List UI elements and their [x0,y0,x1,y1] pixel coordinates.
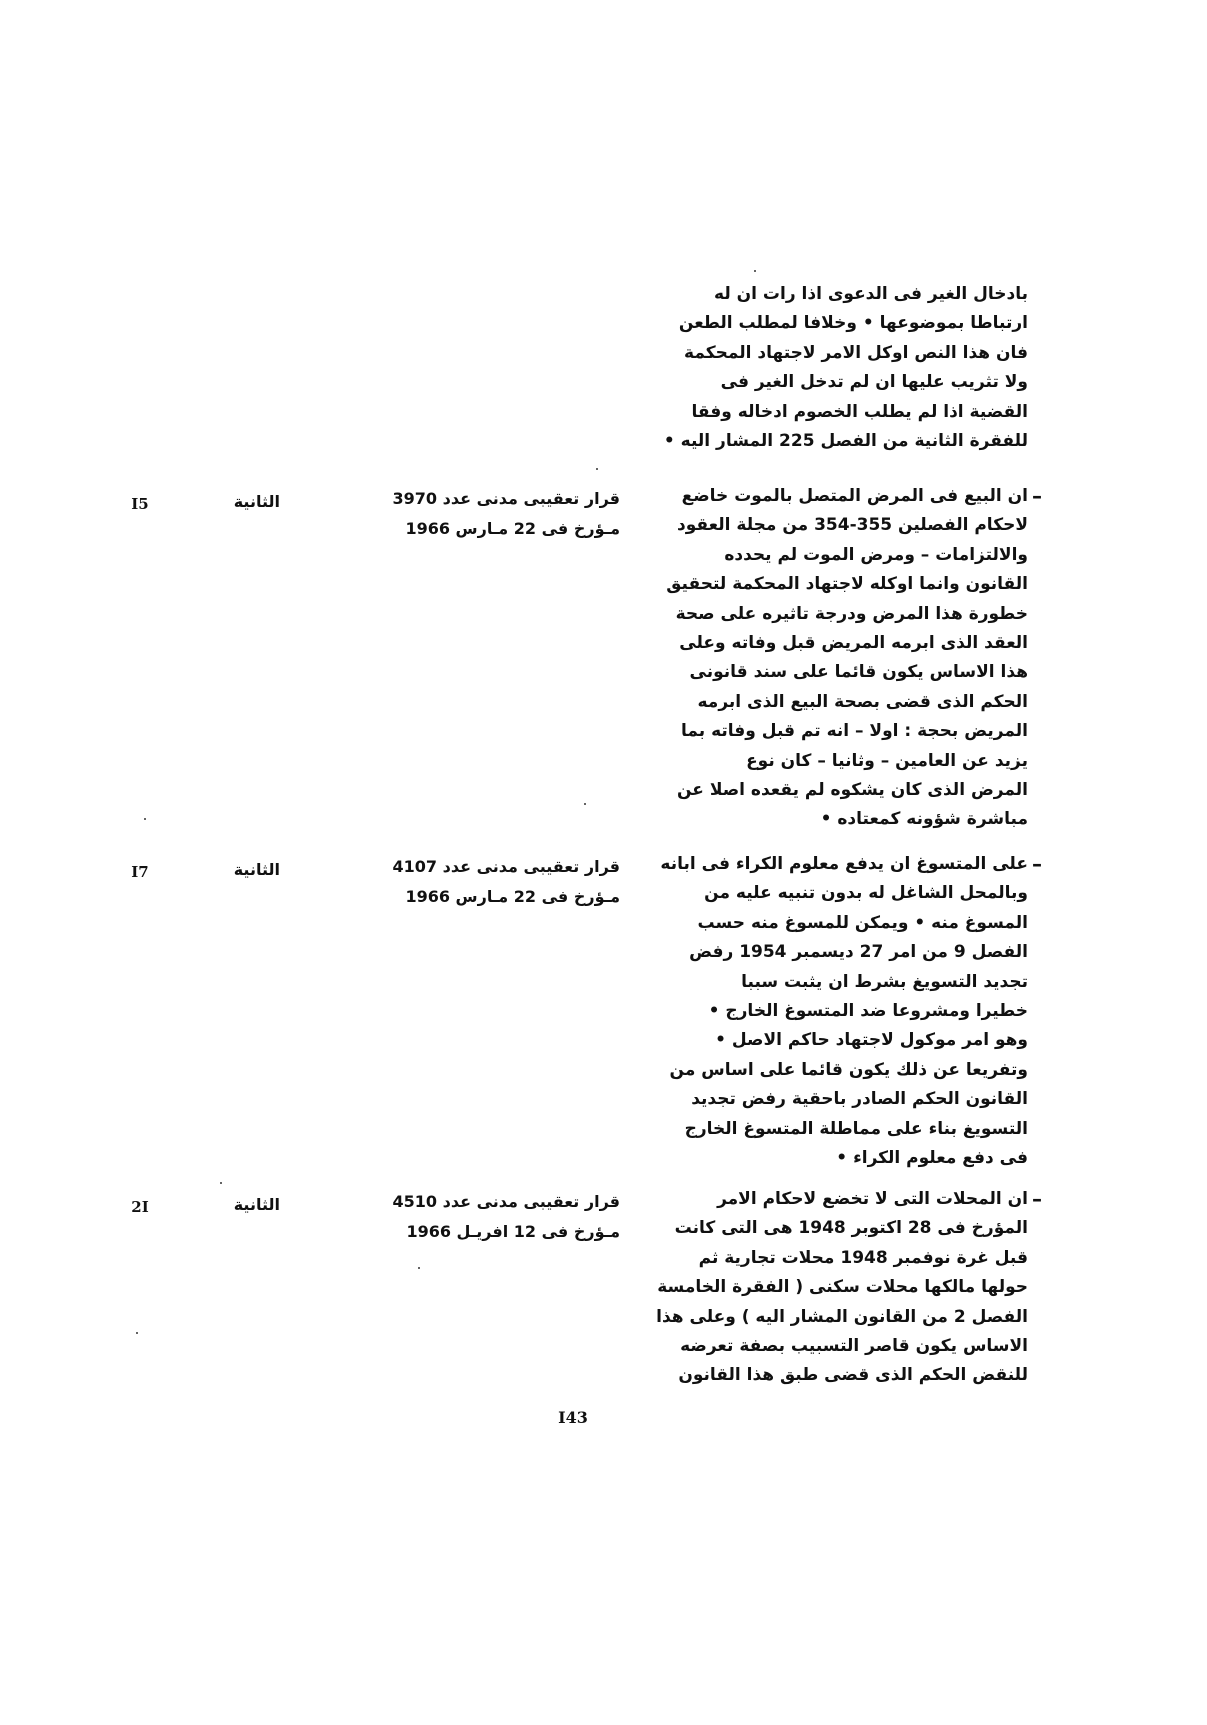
text-line: هذا الاساس يكون قائما على سند قانونى [689,662,1028,683]
text-line: القانون الحكم الصادر باحقية رفض تجديد [691,1089,1028,1110]
text-line: الاساس يكون قاصر التسبيب بصفة تعرضه [680,1335,1028,1356]
scan-speck [596,468,598,470]
scan-speck [144,818,146,820]
text-line: القانون وانما اوكله لاجتهاد المحكمة لتحقيق [666,574,1028,595]
ruling-number-line: قرار تعقيبى مدنى عدد 4107 [392,857,620,876]
text-line: يزيد عن العامين – وثانيا – كان نوع [746,750,1028,771]
text-line: للنقض الحكم الذى قضى طبق هذا القانون [678,1365,1028,1386]
entry-summary [656,1185,1028,1391]
text-line: المريض بحجة : اولا – انه تم قبل وفاته بما [681,721,1028,742]
scan-speck [136,1332,138,1334]
text-line: فان هذا النص اوكل الامر لاجتهاد المحكمة [684,342,1028,363]
text-line: والالتزامات – ومرض الموت لم يحدده [724,544,1028,565]
entry-number: I5 [131,495,149,513]
continuation-paragraph [663,280,1028,456]
entry-dash: – [1032,1187,1042,1211]
text-line: قبل غرة نوفمبر 1948 محلات تجارية ثم [698,1247,1028,1268]
text-line: للفقرة الثانية من الفصل 225 المشار اليه • [663,430,1028,451]
text-line: العقد الذى ابرمه المريض قبل وفاته وعلى [679,632,1028,653]
entry-dash: – [1032,484,1042,508]
text-line: مباشرة شؤونه كمعتاده • [820,809,1028,830]
ruling-number-line: قرار تعقيبى مدنى عدد 3970 [392,489,620,508]
text-line: المسوغ منه • ويمكن للمسوغ منه حسب [697,912,1028,933]
text-line: وبالمحل الشاغل له بدون تنبيه عليه من [704,883,1028,904]
entry-number: I7 [131,863,149,881]
text-line: وتفريعا عن ذلك يكون قائما على اساس من [669,1059,1028,1080]
chamber-label: الثانية [233,860,280,879]
text-line: الفصل 9 من امر 27 ديسمبر 1954 رفض [689,942,1028,963]
text-line: ارتباطا بموضوعها • وخلافا لمطلب الطعن [678,313,1028,334]
text-line: وهو امر موكول لاجتهاد حاكم الاصل • [715,1030,1028,1051]
text-line: ان البيع فى المرض المتصل بالموت خاضع [681,486,1028,506]
text-line: القضية اذا لم يطلب الخصوم ادخاله وفقا [691,401,1028,422]
entry-summary [660,850,1028,1173]
page-number: I43 [558,1408,588,1427]
ruling-reference [320,1187,620,1247]
scan-speck [220,1182,222,1184]
ruling-date-line: مـؤرخ فى 22 مـارس 1966 [405,519,620,538]
ruling-date-line: مـؤرخ فى 12 افريـل 1966 [406,1222,620,1241]
entry-summary [666,482,1028,835]
text-line: تجديد التسويغ بشرط ان يثبت سببا [741,971,1028,992]
text-line: الفصل 2 من القانون المشار اليه ) وعلى هذا [656,1306,1028,1327]
text-line: ولا تثريب عليها ان لم تدخل الغير فى [720,372,1028,393]
text-line: بادخال الغير فى الدعوى اذا رات ان له [714,284,1028,304]
scan-speck [584,803,586,805]
text-line: المرض الذى كان يشكوه لم يقعده اصلا عن [677,779,1028,800]
text-line: المؤرخ فى 28 اكتوبر 1948 هى التى كانت [674,1218,1028,1239]
ruling-number-line: قرار تعقيبى مدنى عدد 4510 [392,1192,620,1211]
text-line: التسويغ بناء على مماطلة المتسوغ الخارج [684,1118,1028,1139]
text-line: الحكم الذى قضى بصحة البيع الذى ابرمه [697,691,1028,712]
text-line: خطورة هذا المرض ودرجة تاثيره على صحة [675,603,1028,624]
entry-dash: – [1032,852,1042,876]
text-line: حولها مالكها محلات سكنى ( الفقرة الخامسة [657,1277,1028,1298]
text-line: لاحكام الفصلين 355-354 من مجلة العقود [677,515,1028,536]
text-line: ان المحلات التى لا تخضع لاحكام الامر [717,1189,1028,1209]
ruling-reference [320,484,620,544]
ruling-date-line: مـؤرخ فى 22 مـارس 1966 [405,887,620,906]
text-line: على المتسوغ ان يدفع معلوم الكراء فى ابانه [660,854,1028,874]
scan-speck [418,1267,420,1269]
chamber-label: الثانية [233,1195,280,1214]
scan-speck [754,270,756,272]
entry-number: 2I [131,1198,149,1216]
chamber-label: الثانية [233,492,280,511]
text-line: فى دفع معلوم الكراء • [836,1147,1028,1168]
text-line: خطيرا ومشروعا ضد المتسوغ الخارج • [708,1000,1028,1021]
ruling-reference [320,852,620,912]
